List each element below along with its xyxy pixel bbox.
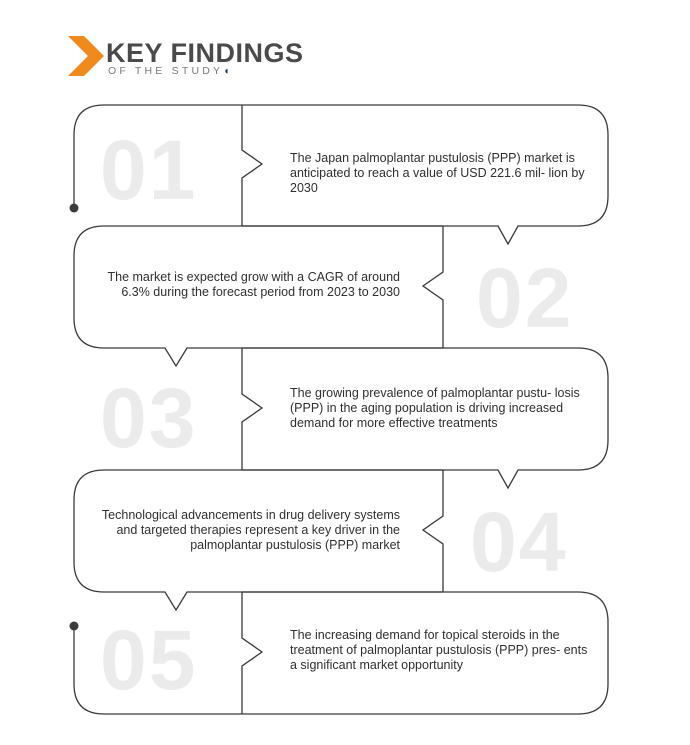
divider-01 (242, 105, 262, 226)
page-title: KEY FINDINGS (106, 38, 304, 68)
finding-number: 02 (476, 251, 574, 345)
finding-number: 03 (100, 371, 198, 465)
divider-05 (242, 592, 262, 714)
flow-end-dot (70, 622, 79, 631)
divider-04 (423, 470, 443, 592)
finding-text: The increasing demand for topical steroids in the treatment of palmoplantar pustulosis (PPP) pres- ents a significant market opportunity (290, 628, 588, 672)
finding-text: The growing prevalence of palmoplantar pustu- losis (PPP) in the aging population is driving increased demand for more effective treatments (290, 386, 580, 430)
finding-text: Technological advancements in drug delivery systems and targeted therapies represent a key driver in the palmoplantar pustulosis (PPP) market (101, 508, 400, 552)
finding-number: 05 (100, 613, 198, 707)
flow-start-dot (70, 204, 79, 213)
finding-number: 04 (470, 495, 568, 589)
finding-text: The Japan palmoplantar pustulosis (PPP) market is anticipated to reach a value of USD 221.6 mil- lion by 2030 (290, 151, 585, 195)
divider-03 (242, 348, 262, 470)
divider-02 (423, 226, 443, 348)
crescent-icon: ◖ (223, 65, 230, 77)
page-subtitle: OF THE STUDY◖ (108, 65, 230, 77)
finding-number: 01 (100, 123, 198, 217)
finding-text: The market is expected grow with a CAGR of around 6.3% during the forecast period from 2023 to 2030 (107, 270, 400, 299)
